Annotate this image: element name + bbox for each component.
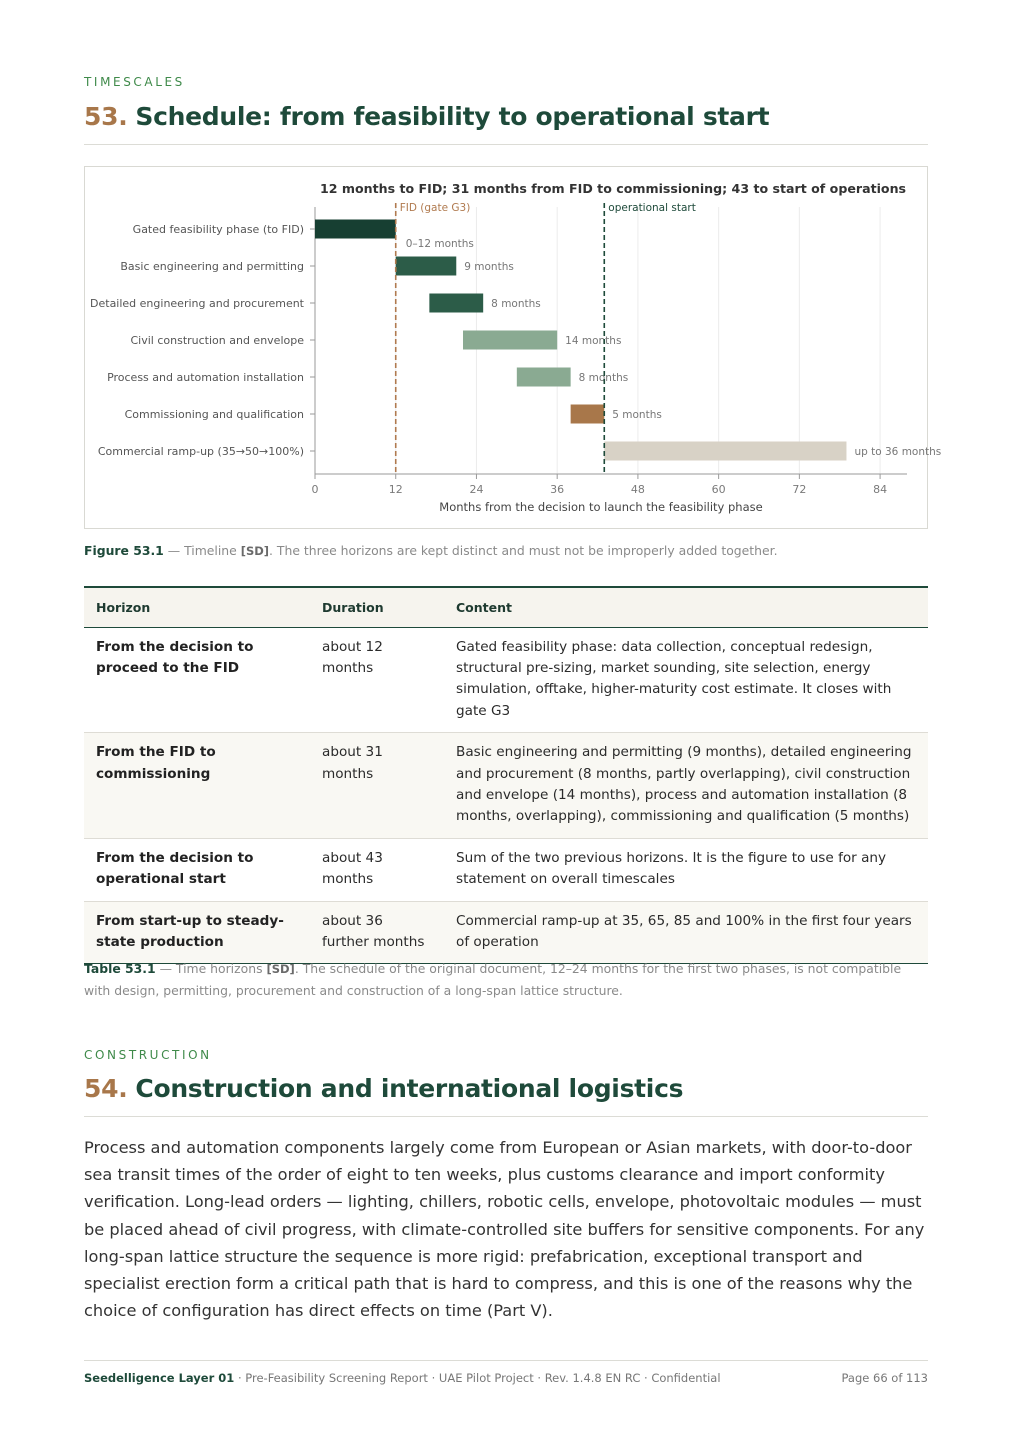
- x-axis-label: Months from the decision to launch the feasibility phase: [439, 500, 763, 514]
- section-rule: [84, 144, 928, 145]
- task-duration-label: 5 months: [612, 409, 662, 421]
- table-header-row: [84, 587, 928, 627]
- section-rule: [84, 1116, 928, 1117]
- task-bar: [517, 368, 571, 387]
- section-title: [84, 1074, 683, 1103]
- chart-title: 12 months to FID; 31 months from FID to commissioning; 43 to start of operations: [319, 181, 907, 196]
- table-cell-content: Sum of the two previous horizons. It is the figure to use for any statement on overall timescales: [444, 838, 928, 901]
- table-cell-content: Gated feasibility phase: data collection, conceptual redesign, structural pre-sizing, market sounding, site selection, energy simulation, offtake, higher-maturity cost estimate. It closes with gate G3: [444, 627, 928, 733]
- section-title-text: Schedule: from feasibility to operational start: [135, 102, 770, 131]
- task-duration-label: 9 months: [464, 261, 514, 273]
- section-number: 53.: [84, 102, 128, 131]
- x-tick-label: 12: [388, 483, 403, 496]
- table-row: [84, 627, 928, 733]
- task-bar: [396, 257, 457, 276]
- table-row: [84, 733, 928, 839]
- task-duration-label: 14 months: [565, 335, 622, 347]
- task-label: Detailed engineering and procurement: [90, 297, 304, 310]
- table-caption-label: Table 53.1: [84, 961, 156, 976]
- horizons-table: [84, 586, 928, 964]
- table-cell-content: Commercial ramp-up at 35, 65, 85 and 100% in the first four years of operation: [444, 901, 928, 964]
- table-header-duration: Duration: [310, 587, 444, 627]
- table-cell-duration: about 31 months: [310, 733, 444, 839]
- figure-caption-label: Figure 53.1: [84, 543, 164, 558]
- task-label: Civil construction and envelope: [130, 334, 304, 347]
- task-label: Commissioning and qualification: [124, 408, 304, 421]
- table-header-content: Content: [444, 587, 928, 627]
- table-cell-horizon: From the decision to operational start: [84, 838, 310, 901]
- footer-page-number: Page 66 of 113: [841, 1371, 928, 1385]
- table-caption: [84, 958, 928, 1001]
- x-tick-label: 84: [873, 483, 888, 496]
- table-caption-text: . The schedule of the original document, 12–24 months for the first two phases, is not compatible with design, permitting, procurement and construction of a long-span lattice structure.: [84, 961, 902, 998]
- table-cell-horizon: From the decision to proceed to the FID: [84, 627, 310, 733]
- section-kicker: CONSTRUCTION: [84, 1048, 212, 1062]
- section-kicker: TIMESCALES: [84, 75, 185, 89]
- footer-brand: Seedelligence Layer 01: [84, 1371, 235, 1385]
- task-bar: [315, 220, 396, 239]
- task-duration-label: 8 months: [578, 372, 629, 384]
- footer-meta: · Pre-Feasibility Screening Report · UAE Pilot Project · Rev. 1.4.8 EN RC · Confidential: [234, 1371, 721, 1385]
- task-duration-label: 0–12 months: [405, 238, 474, 250]
- task-bar: [604, 442, 846, 461]
- x-tick-label: 60: [711, 483, 726, 496]
- x-tick-label: 72: [792, 483, 807, 496]
- x-tick-label: 24: [469, 483, 484, 496]
- table-cell-duration: about 43 months: [310, 838, 444, 901]
- section-title: [84, 102, 769, 131]
- task-label: Basic engineering and permitting: [120, 260, 304, 273]
- task-label: Gated feasibility phase (to FID): [132, 223, 304, 236]
- table-row: [84, 838, 928, 901]
- task-bar: [571, 405, 605, 424]
- footer-rule: [84, 1360, 928, 1361]
- table-caption-dash: — Time horizons: [155, 961, 267, 976]
- table-cell-duration: about 12 months: [310, 627, 444, 733]
- table-cell-content: Basic engineering and permitting (9 months), detailed engineering and procurement (8 months, partly overlapping), civil construction and envelope (14 months), process and automation installation (8 months, overlapping), commissioning and qualification (5 months): [444, 733, 928, 839]
- body-paragraph: Process and automation components largely come from European or Asian markets, with door-to-door sea transit times of the order of eight to ten weeks, plus customs clearance and import conformity verification. Long-lead orders — lighting, chillers, robotic cells, envelope, photovoltaic modules — must be placed ahead of civil progress, with climate-controlled site buffers for sensitive components. For any long-span lattice structure the sequence is more rigid: prefabrication, exceptional transport and specialist erection form a critical path that is hard to compress, and this is one of the reasons why the choice of configuration has direct effects on time (Part V).: [84, 1138, 925, 1321]
- x-tick-label: 0: [311, 483, 319, 496]
- section-number: 54.: [84, 1074, 128, 1103]
- x-tick-label: 36: [550, 483, 565, 496]
- footer: [84, 1371, 928, 1385]
- table-row: [84, 901, 928, 964]
- task-bar: [463, 331, 557, 350]
- milestone-label: operational start: [608, 202, 696, 214]
- figure-caption-tag: [SD]: [240, 544, 270, 558]
- task-label: Commercial ramp-up (35→50→100%): [97, 445, 304, 458]
- gantt-figure: [84, 166, 942, 529]
- milestone-label: FID (gate G3): [399, 202, 471, 214]
- section-title-text: Construction and international logistics: [135, 1074, 684, 1103]
- task-bar: [429, 294, 483, 313]
- figure-caption-text: . The three horizons are kept distinct and must not be improperly added together.: [269, 543, 778, 558]
- figure-caption: [84, 540, 928, 562]
- figure-caption-dash: — Timeline: [163, 543, 241, 558]
- gantt-chart: [85, 167, 942, 528]
- table-caption-tag: [SD]: [266, 962, 295, 976]
- task-duration-label: 8 months: [491, 298, 541, 310]
- table-cell-horizon: From the FID to commissioning: [84, 733, 310, 839]
- table-header-horizon: Horizon: [84, 587, 310, 627]
- task-label: Process and automation installation: [107, 371, 304, 384]
- task-duration-label: up to 36 months: [854, 446, 942, 458]
- x-tick-label: 48: [630, 483, 645, 496]
- table-cell-horizon: From start-up to steady-state production: [84, 901, 310, 964]
- table-cell-duration: about 36 further months: [310, 901, 444, 964]
